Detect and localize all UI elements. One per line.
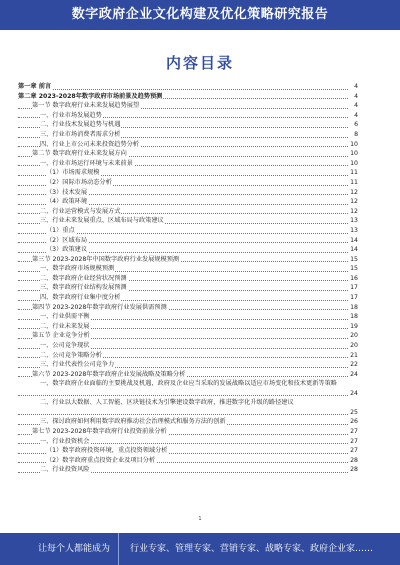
footer-audience: 行业专家、管理专家、营销专家、战略专家、政府企业家……: [130, 544, 374, 554]
toc-entry-page: 4: [354, 83, 358, 90]
toc-entry-page: 12: [350, 188, 358, 196]
toc-entry[interactable]: [18, 417, 358, 427]
toc-entry-label: 三、探讨政府如何利用数字政府推动社会治理模式和服务方法的创新: [40, 418, 226, 426]
toc-entry[interactable]: [18, 274, 358, 284]
toc-entry-page: 24: [350, 390, 358, 397]
toc-entry[interactable]: [18, 303, 358, 313]
toc-entry-page: 26: [350, 418, 358, 426]
toc-entry[interactable]: [18, 226, 358, 236]
toc-entry[interactable]: [18, 101, 358, 111]
toc-entry-page: 6: [354, 121, 358, 129]
toc-entry[interactable]: [18, 264, 358, 274]
toc-entry[interactable]: [18, 178, 358, 188]
toc-entry[interactable]: [18, 312, 358, 322]
toc-entry-page: 15: [350, 265, 358, 273]
toc-entry[interactable]: [18, 360, 358, 370]
toc-entry[interactable]: [18, 331, 358, 341]
toc-entry-label: 第七节 2023-2028年数字政府行业投资前景分析: [32, 428, 167, 435]
toc-entry-label: （1）市场需求规模: [46, 169, 100, 177]
toc-entry[interactable]: [18, 159, 358, 169]
toc-entry[interactable]: [18, 111, 358, 121]
toc-entry[interactable]: [18, 322, 358, 332]
toc-entry-label: 二、行业技术发展趋势与机遇: [40, 121, 121, 129]
toc-entry[interactable]: [18, 427, 358, 437]
toc-entry-page: 14: [350, 236, 358, 244]
toc-entry-page: 4: [354, 92, 358, 100]
toc-entry-page: 10: [350, 159, 358, 167]
toc-entry-page: 8: [354, 130, 358, 138]
toc-entry-page: 15: [350, 255, 358, 263]
header-bar: [0, 0, 400, 30]
toc-entry-page: 12: [350, 198, 358, 206]
toc-entry-page: 22: [350, 361, 358, 369]
toc-entry[interactable]: [18, 446, 358, 456]
toc-entry[interactable]: [18, 437, 358, 447]
toc-entry-page: 10: [350, 140, 358, 148]
toc-entry-label: 一、数字政府企业面临的主要挑战及机遇，政府及企业应当采取的发展战略以适应市场变化和技术更新等策略: [40, 379, 341, 389]
toc-entry[interactable]: [18, 398, 358, 417]
toc-entry-page: 27: [350, 437, 358, 445]
toc-leader-dots: [18, 89, 348, 90]
toc-entry-page: 27: [350, 447, 358, 455]
toc-entry-page: 28: [350, 456, 358, 464]
toc-entry[interactable]: [18, 236, 358, 246]
toc-entry[interactable]: [18, 283, 358, 293]
report-title: 数字政府企业文化构建及优化策略研究报告: [71, 7, 329, 22]
toc-entry-label: 二、行业运营模式与发展方式: [40, 207, 121, 215]
toc-entry-page: 18: [350, 303, 358, 311]
toc-entry-label: （2）数字政府重点投资企业及项目分析: [46, 456, 156, 464]
toc-entry-page: 28: [350, 466, 358, 474]
toc-entry-label: 一、行业市场运行环境与未来前景: [40, 159, 133, 167]
toc-entry-label: （1）数字政府投资环境，重点投资领域分析: [46, 447, 168, 455]
toc-entry-page: 18: [350, 313, 358, 321]
toc-entry[interactable]: [18, 188, 358, 198]
toc-entry[interactable]: [18, 245, 358, 255]
toc-entry-page: 4: [354, 102, 358, 110]
toc-entry-page: 14: [350, 246, 358, 254]
toc-entry-label: 二、行业以大数据、人工智能、区块链技术为引擎建设数字政府，推进数字化升级的路径建议: [40, 398, 341, 408]
toc-leader-dots: [18, 395, 348, 396]
toc-entry-label: 二、行业未来发展: [40, 322, 90, 330]
toc-entry[interactable]: [18, 120, 358, 130]
toc-entry-label: 第六节 2023-2028年数字政府企业发展战略及策略分析: [32, 370, 186, 378]
toc-entry-page: 24: [350, 370, 358, 378]
toc-title: 内容目录: [165, 54, 234, 72]
footer-divider: [118, 533, 119, 565]
toc-entry-label: 二、公司竞争策略分析: [40, 351, 102, 359]
toc-entry[interactable]: [18, 149, 358, 159]
toc-entry-page: 16: [350, 274, 358, 282]
toc-entry-page: 20: [350, 342, 358, 350]
toc-entry[interactable]: [18, 140, 358, 150]
toc-entry-page: 13: [350, 226, 358, 234]
toc-entry[interactable]: [18, 130, 358, 140]
toc-entry-page: 19: [350, 322, 358, 330]
toc-entry-label: （3）技术发展: [46, 188, 88, 196]
toc-entry[interactable]: [18, 207, 358, 217]
toc-entry-label: 三、数字政府行业结构发展预测: [40, 284, 127, 292]
toc-entry-page: 17: [350, 284, 358, 292]
footer-slogan: 让每个人都能成为: [38, 544, 111, 554]
toc-entry-label: 一、行业投资机会: [40, 437, 90, 445]
toc-entry-page: 20: [350, 332, 358, 340]
toc-entry-label: 第五节 企业竞争分析: [32, 332, 90, 340]
toc-entry-label: 一、行业市场发展趋势: [40, 111, 102, 119]
toc-entry[interactable]: [18, 465, 358, 475]
toc-entry[interactable]: [18, 370, 358, 380]
table-of-contents: [18, 82, 358, 475]
toc-entry-label: 二、数字政府企业经营状况预测: [40, 274, 127, 282]
toc-entry-label: 四、数字政府行业集中度分析: [40, 294, 121, 302]
toc-entry[interactable]: [18, 293, 358, 303]
toc-entry[interactable]: [18, 216, 358, 226]
toc-entry-label: （2）国际市场动态分析: [46, 178, 112, 186]
footer-bar: [0, 533, 400, 565]
toc-entry[interactable]: [18, 197, 358, 207]
toc-entry-label: 第四节 2023-2028年数字政府行业发展供需预测: [32, 303, 167, 311]
toc-entry-page: 27: [350, 428, 358, 435]
toc-entry-label: 二、行业投资风险: [40, 466, 90, 474]
page-number: 1: [198, 516, 202, 522]
toc-entry-page: 10: [350, 150, 358, 158]
toc-entry-page: 17: [350, 294, 358, 302]
toc-entry-label: （4）政策环境: [46, 198, 88, 206]
toc-entry-label: 四、行业上市公司未来投资趋势分析: [40, 140, 139, 148]
toc-entry-page: 12: [350, 207, 358, 215]
toc-entry[interactable]: [18, 92, 358, 102]
toc-entry-label: 一、公司竞争现状: [40, 342, 90, 350]
toc-entry[interactable]: [18, 82, 358, 92]
toc-entry-label: （1）重点: [46, 226, 75, 234]
toc-entry-label: 第三节 2023-2028年中国数字政府行业发展规模预测: [32, 255, 180, 263]
toc-entry-label: 三、行业市场消费者需求分析: [40, 130, 121, 138]
toc-entry-label: 一、数字政府市场规模预测: [40, 265, 115, 273]
toc-entry-page: 21: [350, 351, 358, 359]
toc-entry-page: 13: [350, 217, 358, 225]
toc-entry-label: 第一节 数字政府行业未来发展趋势展望: [32, 102, 140, 110]
toc-entry-label: 第一章 前言: [18, 83, 52, 90]
toc-entry-page: 4: [354, 111, 358, 119]
toc-entry-label: 一、行业供需平衡: [40, 313, 90, 321]
toc-entry-label: 三、行业未来发展重点、区域布局与政策建议: [40, 217, 164, 225]
toc-entry[interactable]: [18, 341, 358, 351]
toc-entry-label: 三、行业代表性公司竞争力: [40, 361, 115, 369]
toc-entry[interactable]: [18, 351, 358, 361]
toc-entry-page: 11: [350, 178, 358, 186]
toc-entry-label: 第二节 数字政府行业未来发展方向: [32, 150, 127, 158]
toc-entry[interactable]: [18, 168, 358, 178]
toc-entry[interactable]: [18, 456, 358, 466]
toc-leader-dots: [18, 414, 348, 415]
toc-entry[interactable]: [18, 379, 358, 398]
toc-entry-label: 第二章 2023-2028年数字政府市场前景及趋势预测: [18, 92, 163, 100]
toc-entry-label: （2）区域布局: [46, 236, 88, 244]
toc-entry-label: （3）政策建议: [46, 246, 88, 254]
toc-entry[interactable]: [18, 255, 358, 265]
toc-entry-page: 11: [350, 169, 358, 177]
toc-entry-page: 25: [350, 409, 358, 416]
